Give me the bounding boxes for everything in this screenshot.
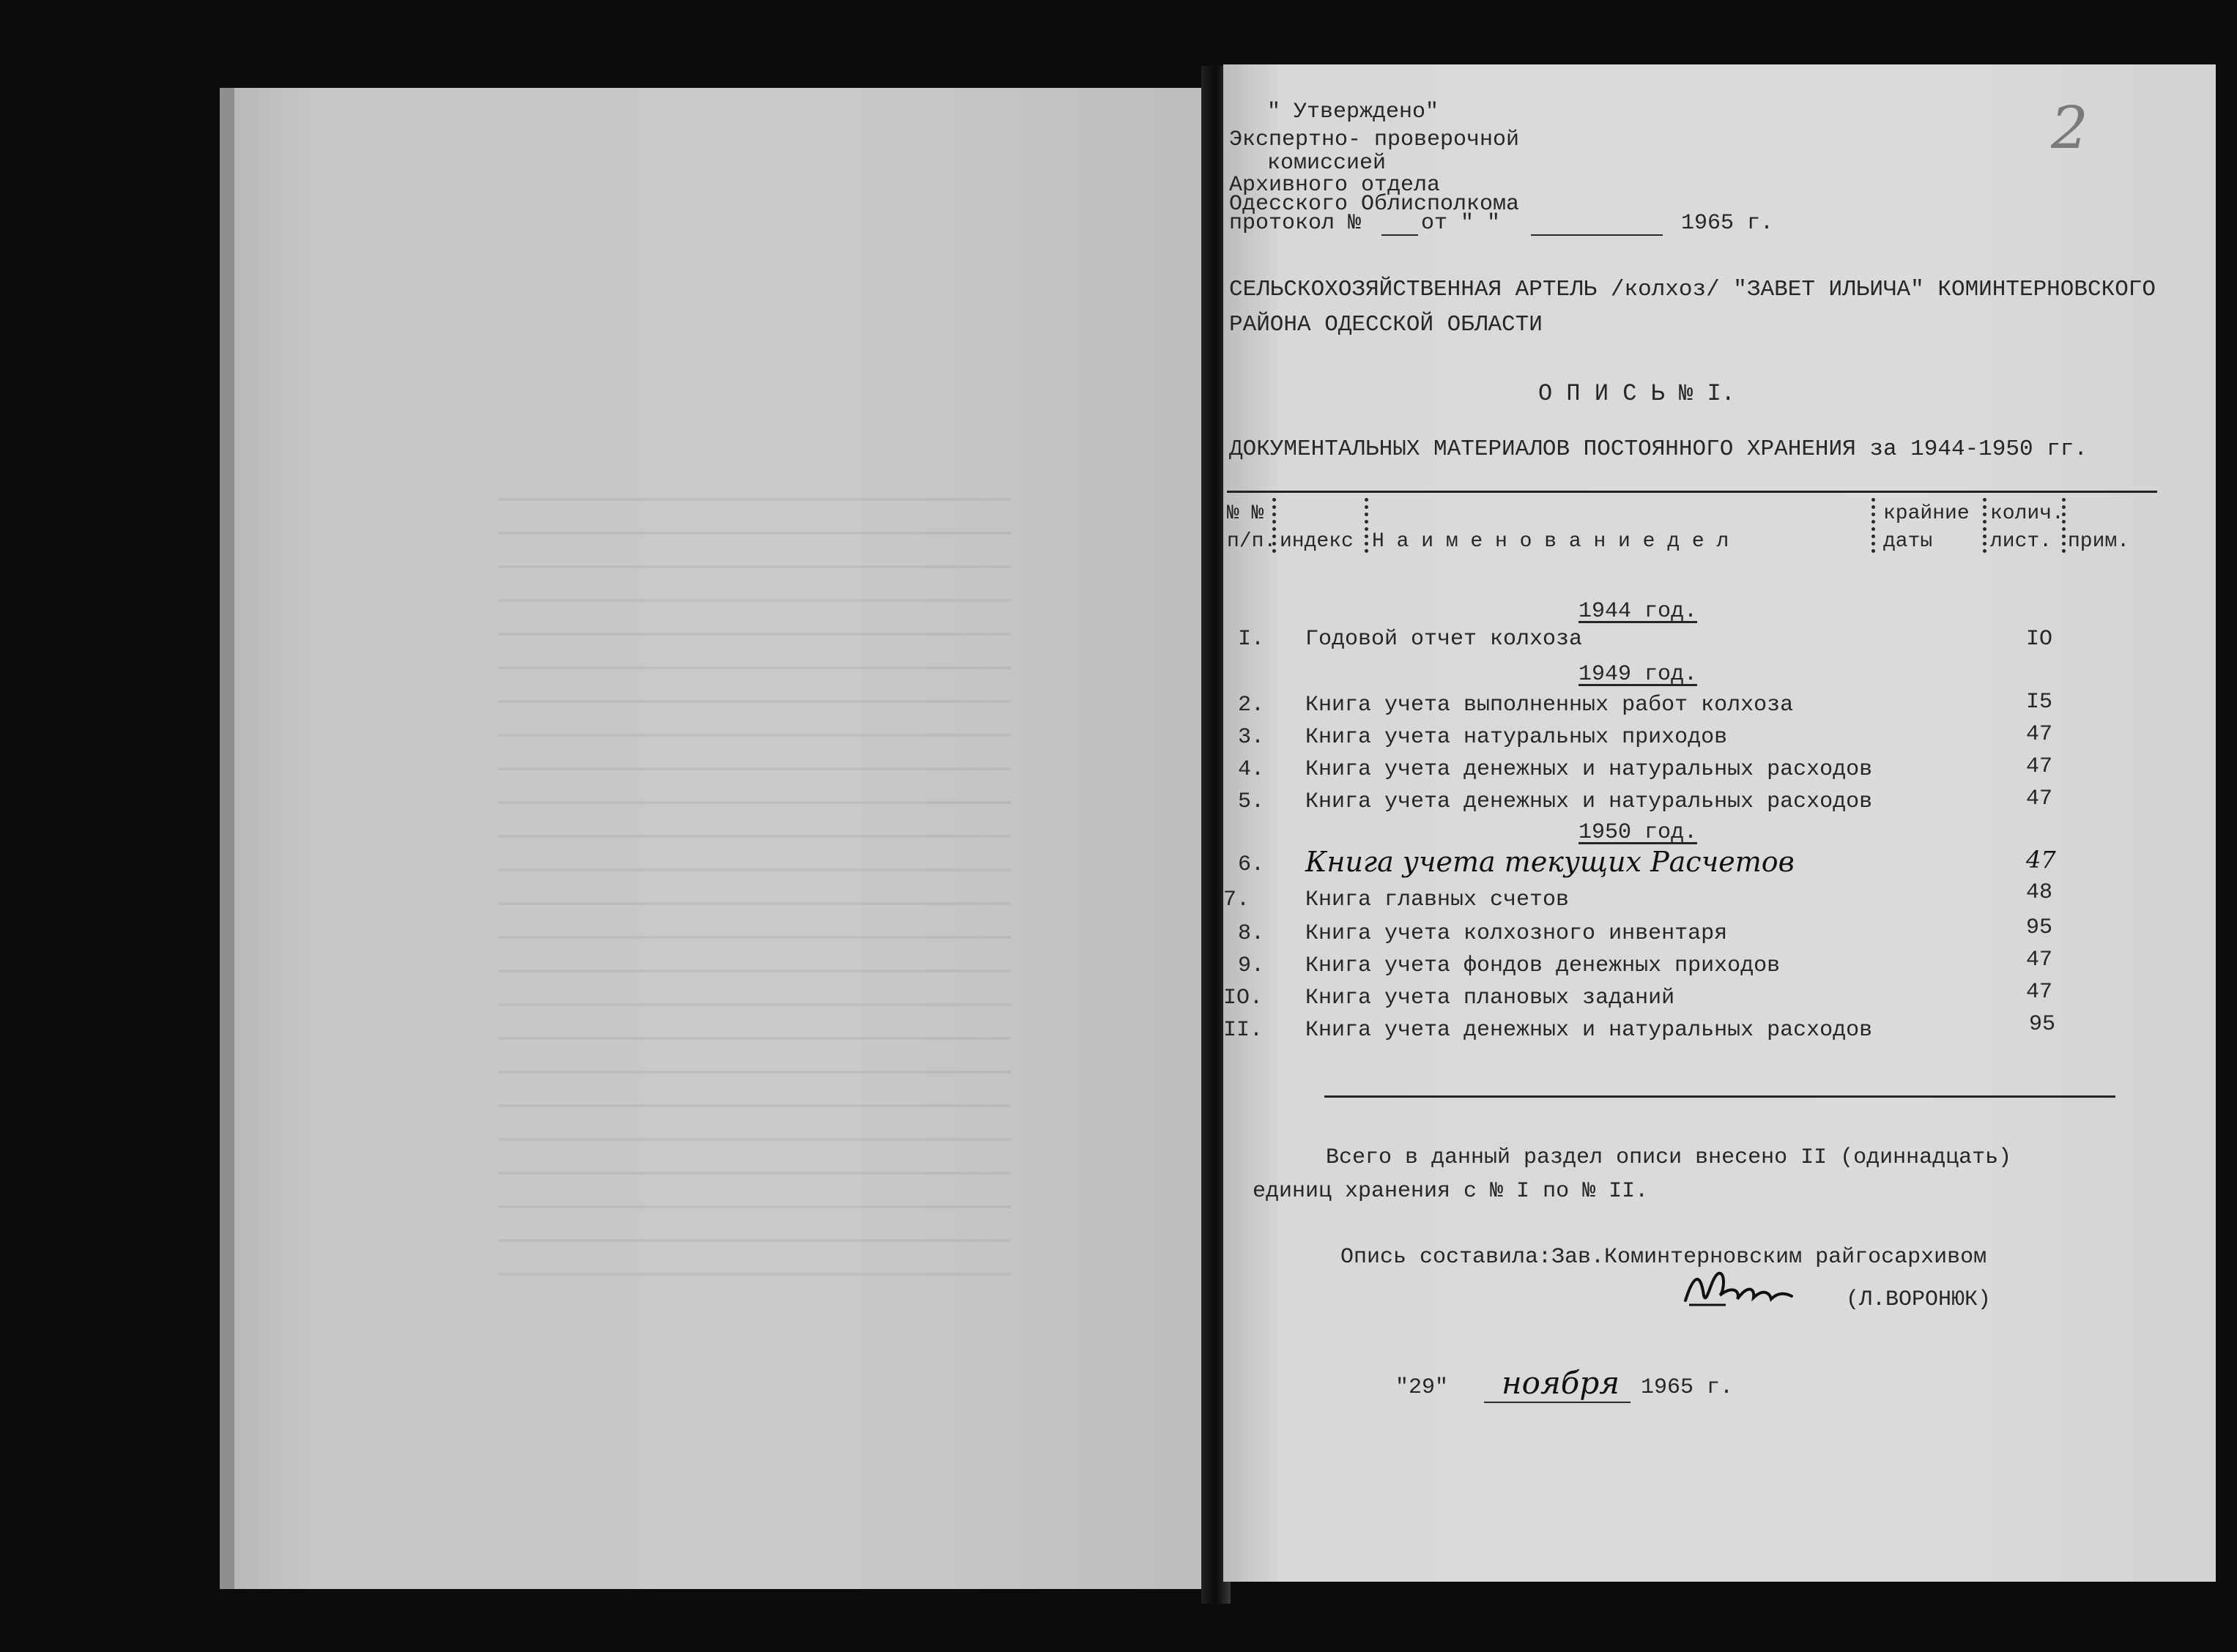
- col-separator: [1365, 498, 1368, 553]
- row-count: 48: [2026, 880, 2053, 905]
- col-note: прим.: [2068, 530, 2130, 553]
- year-heading: 1950 год.: [1578, 820, 1698, 845]
- table-header-rule: [1227, 491, 2157, 493]
- row-number: IO.: [1223, 986, 1264, 1011]
- org-title-line1: СЕЛЬСКОХОЗЯЙСТВЕННАЯ АРТЕЛЬ /колхоз/ "ЗАВЕТ ИЛЬИЧА" КОМИНТЕРНОВСКОГО: [1229, 277, 2156, 302]
- left-page-blank: [220, 88, 1209, 1589]
- row-number: I.: [1238, 627, 1265, 652]
- protocol-date-blank: [1531, 234, 1663, 236]
- col-num-bottom: п/п.: [1227, 530, 1277, 553]
- row-number: 7.: [1223, 888, 1250, 912]
- date-month-underline: [1484, 1402, 1631, 1403]
- signer-name: (Л.ВОРОНЮК): [1846, 1287, 1992, 1312]
- col-separator: [1871, 498, 1875, 553]
- col-num-top: № №: [1227, 502, 1264, 525]
- row-name: Книга учета натуральных приходов: [1305, 725, 1728, 750]
- summary-line2: единиц хранения с № I по № II.: [1253, 1179, 1649, 1204]
- year-heading: 1944 год.: [1578, 599, 1698, 624]
- row-count: 47: [2026, 786, 2053, 811]
- approval-line3: комиссией: [1267, 151, 1387, 176]
- row-number: 6.: [1238, 852, 1265, 877]
- date-day: "29": [1395, 1375, 1449, 1400]
- col-separator: [1983, 498, 1986, 553]
- row-name: Книга учета плановых заданий: [1305, 986, 1675, 1011]
- inventory-title: О П И С Ь № I.: [1538, 380, 1735, 407]
- col-count-top: колич.: [1990, 502, 2064, 525]
- row-count-handwritten: 47: [2026, 846, 2056, 874]
- col-count-bottom: лист.: [1990, 530, 2052, 553]
- row-count: 47: [2026, 980, 2053, 1005]
- protocol-number-blank: [1381, 234, 1418, 236]
- year-heading: 1949 год.: [1578, 662, 1698, 687]
- row-name: Книга главных счетов: [1305, 888, 1570, 912]
- row-count: IO: [2026, 627, 2053, 652]
- row-number: II.: [1223, 1018, 1264, 1043]
- row-name: Книга учета фондов денежных приходов: [1305, 953, 1781, 978]
- row-name: Книга учета денежных и натуральных расходов: [1305, 757, 1873, 782]
- col-separator: [1272, 498, 1276, 553]
- approval-line4: Архивного отдела: [1229, 173, 1441, 198]
- row-name-handwritten: Книга учета текущих Расчетов: [1305, 846, 1795, 878]
- row-count: 47: [2026, 722, 2053, 747]
- page-number-handwritten: 2: [2051, 94, 2088, 162]
- table-header: [1227, 491, 2157, 557]
- row-name: Книга учета выполненных работ колхоза: [1305, 693, 1794, 718]
- row-number: 8.: [1238, 921, 1265, 946]
- row-count: 95: [2026, 915, 2053, 940]
- approval-line1: " Утверждено": [1267, 100, 1439, 124]
- protocol-from: от " ": [1421, 211, 1501, 236]
- row-count: 95: [2029, 1012, 2056, 1037]
- row-number: 9.: [1238, 953, 1265, 978]
- col-index: индекс: [1280, 530, 1354, 553]
- col-separator: [2062, 498, 2066, 553]
- org-title-line2: РАЙОНА ОДЕССКОЙ ОБЛАСТИ: [1229, 312, 1543, 338]
- date-month-handwritten: ноября: [1502, 1365, 1620, 1401]
- row-count: 47: [2026, 948, 2053, 972]
- col-dates-bottom: даты: [1883, 530, 1933, 553]
- row-name: Годовой отчет колхоза: [1305, 627, 1583, 652]
- row-number: 3.: [1238, 725, 1265, 750]
- row-number: 2.: [1238, 693, 1265, 718]
- approval-line5: Одесского Облисполкома: [1229, 192, 1520, 217]
- row-number: 4.: [1238, 757, 1265, 782]
- left-page-bleedthrough: [498, 498, 1011, 1303]
- date-year: 1965 г.: [1641, 1375, 1734, 1400]
- protocol-year: 1965 г.: [1681, 211, 1774, 236]
- row-count: I5: [2026, 690, 2053, 715]
- approval-line2: Экспертно- проверочной: [1229, 127, 1520, 152]
- protocol-prefix: протокол №: [1229, 211, 1362, 236]
- signature: [1682, 1262, 1799, 1314]
- compiled-by: Опись составила:Зав.Коминтерновским райгосархивом: [1340, 1245, 1987, 1270]
- inventory-subtitle: ДОКУМЕНТАЛЬНЫХ МАТЕРИАЛОВ ПОСТОЯННОГО ХРАНЕНИЯ за 1944-1950 гг.: [1229, 436, 2088, 462]
- summary-line1: Всего в данный раздел описи внесено II (одиннадцать): [1326, 1145, 2012, 1170]
- table-end-rule: [1324, 1095, 2115, 1098]
- row-name: Книга учета денежных и натуральных расходов: [1305, 1018, 1873, 1043]
- col-dates-top: крайние: [1883, 502, 1970, 525]
- row-name: Книга учета колхозного инвентаря: [1305, 921, 1728, 946]
- row-number: 5.: [1238, 789, 1265, 814]
- row-count: 47: [2026, 754, 2053, 779]
- row-name: Книга учета денежных и натуральных расходов: [1305, 789, 1873, 814]
- col-name: Н а и м е н о в а н и е д е л: [1372, 530, 1729, 553]
- right-page-document: [1223, 64, 2216, 1582]
